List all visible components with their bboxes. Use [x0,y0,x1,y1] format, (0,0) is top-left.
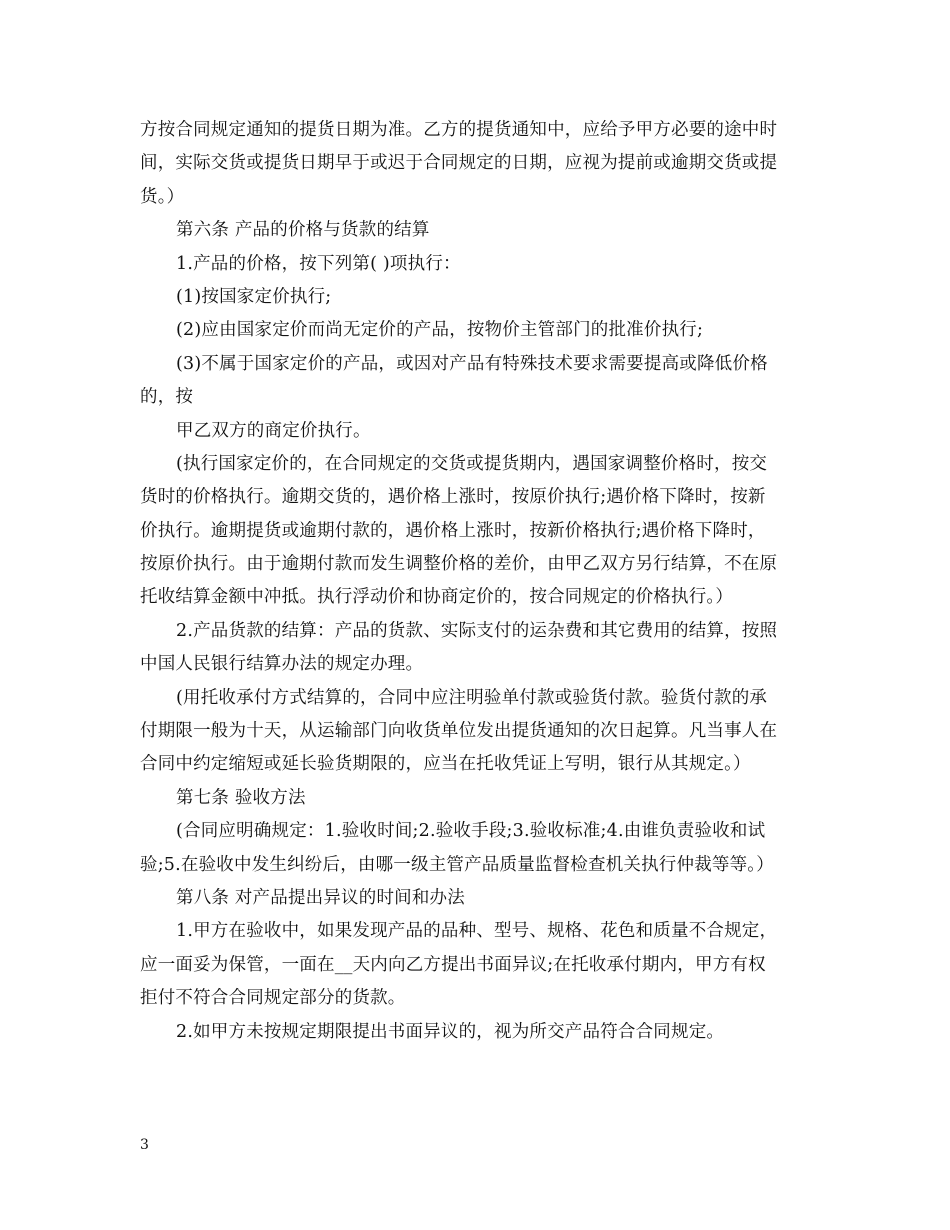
text-line: (用托收承付方式结算的，合同中应注明验单付款或验货付款。验货付款的承 [176,687,768,708]
text-line: 甲乙双方的商定价执行。 [176,420,371,441]
text-line: 第八条 对产品提出异议的时间和办法 [176,887,465,908]
text-line: 1.产品的价格，按下列第( )项执行： [176,253,461,274]
text-line: 的，按 [140,387,194,408]
text-line: 2.如甲方未按规定期限提出书面异议的，视为所交产品符合合同规定。 [176,1021,725,1042]
text-line: 第六条 产品的价格与货款的结算 [176,220,430,241]
text-line: 价执行。逾期提货或逾期付款的，遇价格上涨时，按新价格执行;遇价格下降时， [140,520,766,541]
text-line: (合同应明确规定：1.验收时间;2.验收手段;3.验收标准;4.由谁负责验收和试 [176,821,766,842]
page-number: 3 [140,1137,149,1153]
text-line: 中国人民银行结算办法的规定办理。 [140,654,424,675]
text-line: (3)不属于国家定价的产品，或因对产品有特殊技术要求需要提高或降低价格 [176,353,768,374]
text-line: 验;5.在验收中发生纠纷后，由哪一级主管产品质量监督检查机关执行仲裁等等。） [140,854,774,875]
text-line: 按原价执行。由于逾期付款而发生调整价格的差价，由甲乙双方另行结算，不在原 [140,554,778,575]
text-line: (执行国家定价的，在合同规定的交货或提货期内，遇国家调整价格时，按交 [176,453,768,474]
text-line: 1.甲方在验收中，如果发现产品的品种、型号、规格、花色和质量不合规定， [176,921,778,942]
text-line: 拒付不符合合同规定部分的货款。 [140,988,406,1009]
text-line: (1)按国家定价执行; [176,286,332,307]
document-body [140,114,812,1049]
text-line: 间，实际交货或提货日期早于或迟于合同规定的日期，应视为提前或逾期交货或提 [140,153,778,174]
text-line: 合同中约定缩短或延长验货期限的，应当在托收凭证上写明，银行从其规定。） [140,754,751,775]
text-line: 付期限一般为十天，从运输部门向收货单位发出提货通知的次日起算。凡当事人在 [140,721,778,742]
text-line: 应一面妥为保管，一面在__天内向乙方提出书面异议;在托收承付期内，甲方有权 [140,954,766,975]
text-line: 第七条 验收方法 [176,787,306,808]
text-line: 2.产品货款的结算：产品的货款、实际支付的运杂费和其它费用的结算，按照 [176,620,778,641]
text-line: 货时的价格执行。逾期交货的，遇价格上涨时，按原价执行;遇价格下降时，按新 [140,487,766,508]
text-line: 托收结算金额中冲抵。执行浮动价和协商定价的，按合同规定的价格执行。） [140,587,734,608]
text-line: 方按合同规定通知的提货日期为准。乙方的提货通知中，应给予甲方必要的途中时 [140,120,778,140]
text-line: 货。） [140,186,185,207]
text-line: (2)应由国家定价而尚无定价的产品，按物价主管部门的批准价执行; [176,320,704,341]
